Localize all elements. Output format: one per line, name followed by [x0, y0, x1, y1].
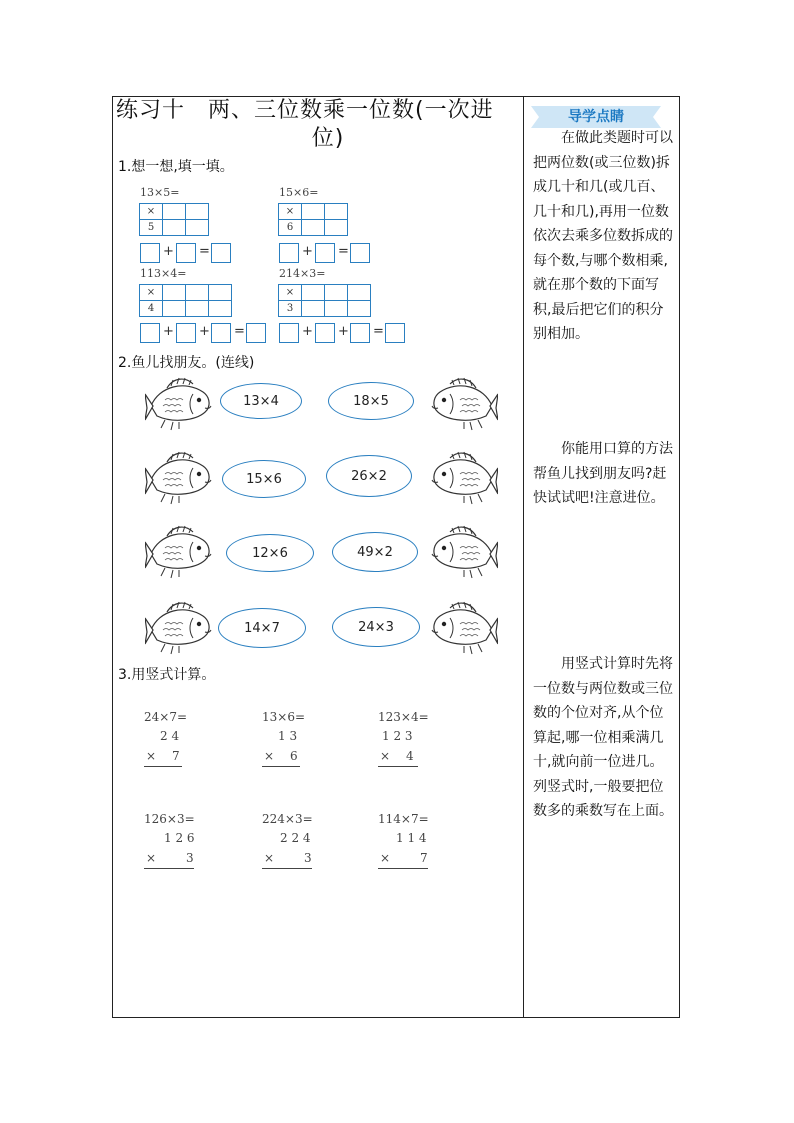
vertical-problem — [378, 710, 458, 770]
answer-box[interactable] — [315, 243, 335, 263]
top-number: 2 2 4 — [280, 831, 311, 845]
grid-cell: 5 — [140, 220, 163, 236]
top-number: 1 1 4 — [396, 831, 427, 845]
bottom-number: 4 — [406, 749, 414, 763]
grid-cell[interactable] — [302, 204, 325, 220]
fish-icon — [145, 600, 213, 656]
grid-cell[interactable] — [325, 301, 348, 317]
underline — [262, 766, 300, 767]
times-sign: × — [380, 851, 391, 865]
answer-box[interactable] — [350, 323, 370, 343]
answer-box[interactable] — [315, 323, 335, 343]
grid-cell[interactable] — [302, 220, 325, 236]
grid-cell[interactable] — [163, 301, 186, 317]
plus-sign: + — [199, 324, 210, 339]
question-3-heading: 3.用竖式计算。 — [118, 667, 216, 683]
grid-cell[interactable] — [348, 301, 371, 317]
underline — [378, 766, 418, 767]
top-number: 1 3 — [278, 729, 298, 743]
problem-equation: 13×6= — [262, 710, 306, 724]
grid-cell: × — [140, 204, 163, 220]
grid-cell[interactable] — [209, 301, 232, 317]
page-title — [116, 97, 520, 153]
grid-cell[interactable] — [186, 285, 209, 301]
bottom-number: 3 — [186, 851, 194, 865]
fish-icon — [145, 524, 213, 580]
plus-sign: + — [163, 324, 174, 339]
times-sign: × — [264, 749, 275, 763]
oval-right[interactable]: 49×2 — [332, 532, 418, 572]
oval-right[interactable]: 26×2 — [326, 455, 412, 497]
problem-equation: 123×4= — [378, 710, 429, 724]
q1-equation: 15×6= — [279, 186, 319, 199]
tip-1: 在做此类题时可以把两位数(或三位数)拆成几十和几(或几百、几十和几),再用一位数依次去乘多位数拆成的每个数,与哪个数相乘,就在那个数的下面写积,最后把它们的积分别相加。 — [533, 130, 673, 342]
grid-cell[interactable] — [302, 285, 325, 301]
grid-cell: × — [279, 204, 302, 220]
question-2-heading: 2.鱼儿找朋友。(连线) — [118, 355, 255, 371]
fish-icon — [430, 450, 498, 506]
fish-icon — [430, 600, 498, 656]
q1-equation: 13×5= — [140, 186, 180, 199]
top-number: 1 2 6 — [164, 831, 195, 845]
plus-sign: + — [338, 324, 349, 339]
answer-box[interactable] — [140, 323, 160, 343]
grid-cell[interactable] — [302, 301, 325, 317]
equals-sign: = — [199, 244, 210, 259]
answer-box[interactable] — [279, 243, 299, 263]
problem-equation: 126×3= — [144, 812, 195, 826]
grid-cell[interactable] — [163, 204, 186, 220]
answer-box[interactable] — [279, 323, 299, 343]
grid-cell: 3 — [279, 301, 302, 317]
top-number: 2 4 — [160, 729, 180, 743]
title-line-1: 练习十 两、三位数乘一位数(一次进 — [116, 98, 494, 123]
answer-box[interactable] — [211, 243, 231, 263]
times-sign: × — [146, 851, 157, 865]
grid-cell[interactable] — [325, 220, 348, 236]
oval-left[interactable]: 13×4 — [220, 383, 302, 419]
grid-cell[interactable] — [163, 220, 186, 236]
grid-cell: 6 — [279, 220, 302, 236]
grid-cell[interactable] — [325, 204, 348, 220]
fish-icon — [145, 450, 213, 506]
badge-label: 导学点睛 — [568, 109, 624, 125]
fish-icon — [145, 376, 213, 432]
oval-left[interactable]: 14×7 — [218, 608, 306, 648]
times-sign: × — [380, 749, 391, 763]
q1-grid — [278, 284, 371, 317]
column-divider — [523, 96, 524, 1018]
answer-box[interactable] — [176, 243, 196, 263]
problem-equation: 224×3= — [262, 812, 313, 826]
answer-box[interactable] — [350, 243, 370, 263]
problem-equation: 24×7= — [144, 710, 188, 724]
bottom-number: 3 — [304, 851, 312, 865]
oval-right[interactable]: 24×3 — [332, 607, 420, 647]
vertical-problem — [262, 812, 342, 872]
fish-icon — [430, 376, 498, 432]
times-sign: × — [264, 851, 275, 865]
grid-cell: × — [279, 285, 302, 301]
bottom-number: 6 — [290, 749, 298, 763]
oval-right[interactable]: 18×5 — [328, 382, 414, 420]
underline — [378, 868, 428, 869]
grid-cell[interactable] — [163, 285, 186, 301]
q1-equation: 113×4= — [140, 267, 187, 280]
answer-box[interactable] — [176, 323, 196, 343]
oval-left[interactable]: 12×6 — [226, 534, 314, 572]
tip-2: 你能用口算的方法帮鱼儿找到朋友吗?赶快试试吧!注意进位。 — [533, 441, 673, 506]
oval-left[interactable]: 15×6 — [222, 460, 306, 498]
equals-sign: = — [373, 324, 384, 339]
vertical-problem — [144, 812, 224, 872]
bottom-number: 7 — [420, 851, 428, 865]
vertical-problem — [262, 710, 342, 770]
grid-cell[interactable] — [325, 285, 348, 301]
grid-cell[interactable] — [186, 220, 209, 236]
grid-cell[interactable] — [209, 285, 232, 301]
times-sign: × — [146, 749, 157, 763]
vertical-problem — [378, 812, 458, 872]
equals-sign: = — [234, 324, 245, 339]
plus-sign: + — [302, 244, 313, 259]
answer-box[interactable] — [385, 323, 405, 343]
top-number: 1 2 3 — [382, 729, 413, 743]
q1-grid — [278, 203, 348, 236]
title-line-2: 位) — [311, 126, 345, 151]
equals-sign: = — [338, 244, 349, 259]
grid-cell: 4 — [140, 301, 163, 317]
question-1-heading: 1.想一想,填一填。 — [118, 159, 234, 175]
underline — [262, 868, 312, 869]
tip-3: 用竖式计算时先将一位数与两位数或三位数的个位对齐,从个位算起,哪一位相乘满几十,就向前一位进几。列竖式时,一般要把位数多的乘数写在上面。 — [533, 656, 673, 819]
problem-equation: 114×7= — [378, 812, 429, 826]
answer-box[interactable] — [211, 323, 231, 343]
q1-grid — [139, 203, 209, 236]
underline — [144, 766, 182, 767]
q1-grid — [139, 284, 232, 317]
fish-icon — [430, 524, 498, 580]
grid-cell[interactable] — [186, 204, 209, 220]
grid-cell[interactable] — [348, 285, 371, 301]
guide-badge — [531, 106, 661, 128]
underline — [144, 868, 194, 869]
q1-equation: 214×3= — [279, 267, 326, 280]
vertical-problem — [144, 710, 224, 770]
grid-cell[interactable] — [186, 301, 209, 317]
answer-box[interactable] — [246, 323, 266, 343]
plus-sign: + — [163, 244, 174, 259]
answer-box[interactable] — [140, 243, 160, 263]
grid-cell: × — [140, 285, 163, 301]
plus-sign: + — [302, 324, 313, 339]
bottom-number: 7 — [172, 749, 180, 763]
